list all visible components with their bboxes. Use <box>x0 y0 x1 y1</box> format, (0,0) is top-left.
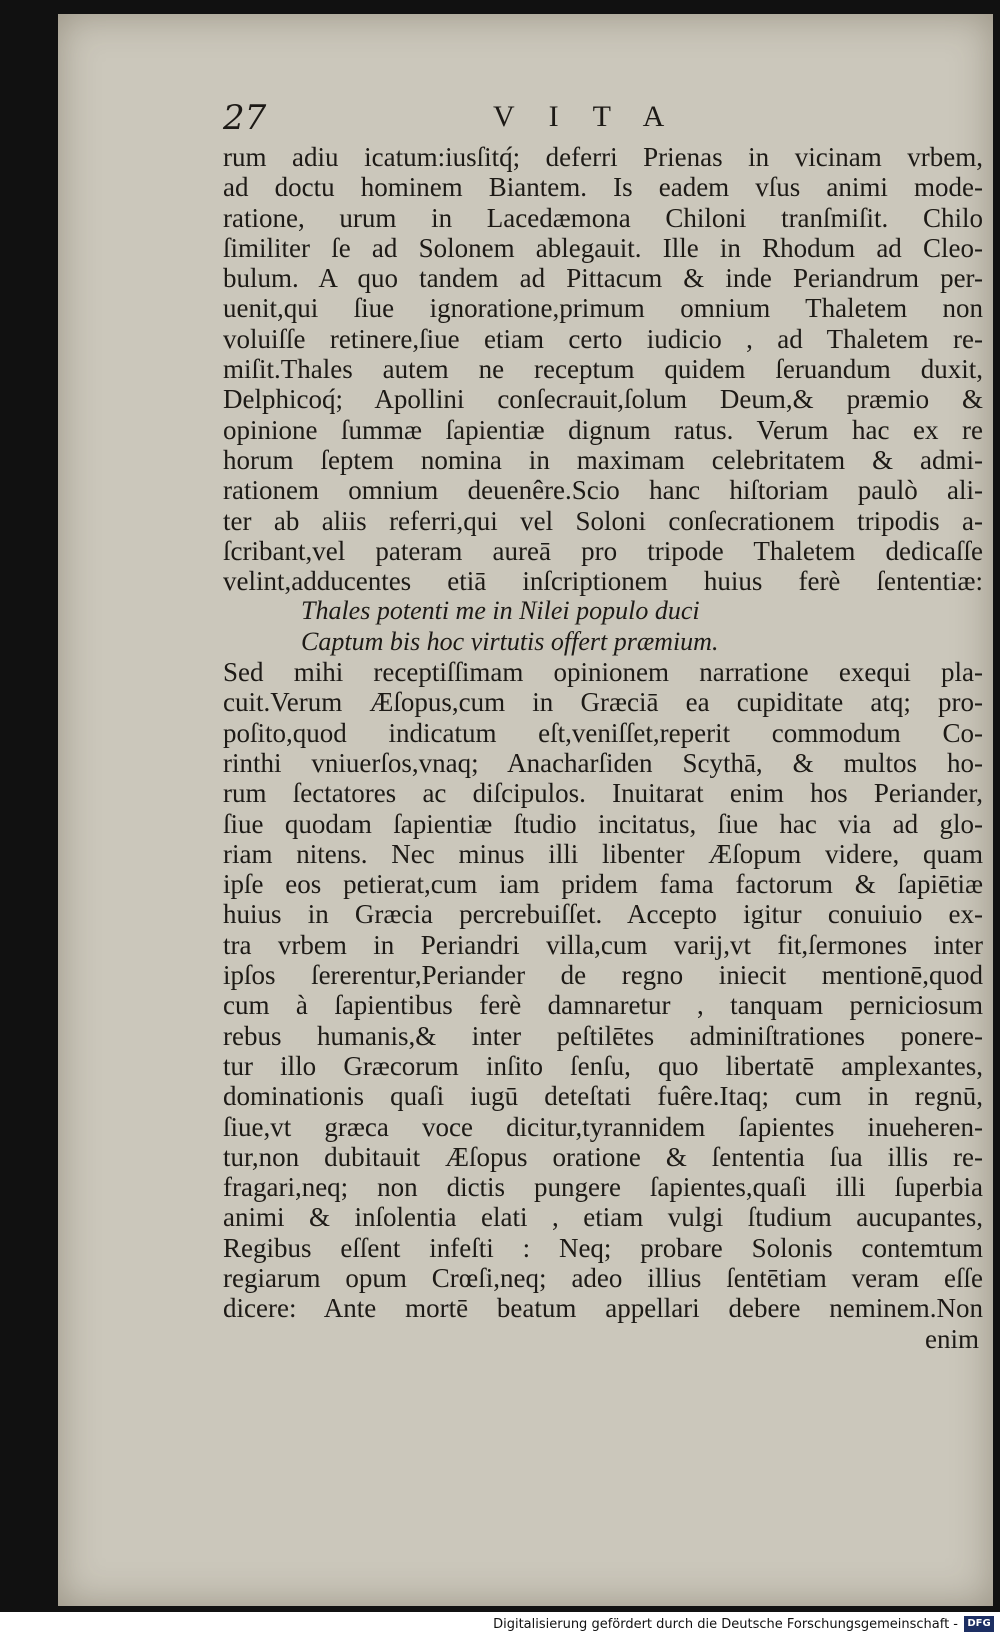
text-line: poſito,quod indicatum eſt,veniſſet,reperit commodum Co- <box>223 717 983 748</box>
text-line: miſit.Thales autem ne receptum quidem ſeruandum duxit, <box>223 354 983 385</box>
text-line: regiarum opum Crœſi,neq; adeo illius ſentētiam veram eſſe <box>223 1262 983 1293</box>
text-line: velint,adducentes etiā inſcriptionem huius ferè ſententiæ: <box>223 566 983 597</box>
text-line: fragari,neq; non dictis pungere ſapientes,quaſi illi ſuperbia <box>223 1172 983 1203</box>
text-line: huius in Græcia percrebuiſſet. Accepto igitur conuiuio ex- <box>223 899 983 930</box>
page-number: 27 <box>223 98 267 138</box>
text-line: rum ſectatores ac diſcipulos. Inuitarat enim hos Periander, <box>223 778 983 809</box>
footer-bar <box>0 1612 1000 1638</box>
verse-line: Thales potenti me in Nilei populo duci <box>301 596 700 626</box>
text-line: cum à ſapientibus ferè damnaretur , tanquam perniciosum <box>223 990 983 1021</box>
book-page <box>58 14 993 1606</box>
text-line: dominationis quaſi iugū deteſtati fuêre.Itaq; cum in regnū, <box>223 1081 983 1112</box>
text-line: ipſe eos petierat,cum iam pridem fama factorum & ſapiētiæ <box>223 869 983 900</box>
text-line: ſiue,vt græca voce dicitur,tyrannidem ſapientes inueheren- <box>223 1111 983 1142</box>
text-line: ipſos ſererentur,Periander de regno iniecit mentionē,quod <box>223 960 983 991</box>
text-line: ratione, urum in Lacedæmona Chiloni tranſmiſit. Chilo <box>223 202 983 233</box>
text-line: ad doctu hominem Biantem. Is eadem vſus animi mode- <box>223 172 983 203</box>
text-block-2 <box>223 657 983 1324</box>
text-line: rum adiu icatum:iusſitq́; deferri Prienas in vicinam vrbem, <box>223 142 983 172</box>
text-line: cuit.Verum Æſopus,cum in Græciā ea cupiditate atq; pro- <box>223 687 983 718</box>
text-line: animi & inſolentia elati , etiam vulgi ſtudium aucupantes, <box>223 1202 983 1233</box>
text-line: tra vrbem in Periandri villa,cum varij,vt fit,ſermones inter <box>223 929 983 960</box>
text-line: uenit,qui ſiue ignoratione,primum omnium Thaletem non <box>223 293 983 324</box>
text-line: rinthi vniuerſos,vnaq; Anacharſiden Scythā, & multos ho- <box>223 747 983 778</box>
text-line: ter ab aliis referri,qui vel Soloni conſecrationem tripodis a- <box>223 505 983 536</box>
text-line: ſcribant,vel pateram aureā pro tripode Thaletem dedicaſſe <box>223 535 983 566</box>
text-block-1 <box>223 142 983 596</box>
text-line: Regibus eſſent infeſti : Neq; probare Solonis contemtum <box>223 1232 983 1263</box>
text-line: Sed mihi receptiſſimam opinionem narratione exequi pla- <box>223 657 983 688</box>
page-content <box>223 98 983 1354</box>
text-line: horum ſeptem nomina in maximam celebritatem & admi- <box>223 444 983 475</box>
page-header <box>223 98 983 140</box>
running-head: VITA <box>493 100 699 133</box>
text-line: ſiue quodam ſapientiæ ſtudio incitatus, ſiue hac via ad glo- <box>223 808 983 839</box>
text-line: ſimiliter ſe ad Solonem ablegauit. Ille in Rhodum ad Cleo- <box>223 232 983 263</box>
verse-block <box>223 596 983 657</box>
text-line: tur,non dubitauit Æſopus oratione & ſententia ſua illis re- <box>223 1141 983 1172</box>
catchword: enim <box>925 1323 979 1354</box>
text-line: Delphicoq́; Apollini conſecrauit,ſolum Deum,& præmio & <box>223 384 983 415</box>
text-line: tur illo Græcorum inſito ſenſu, quo libertatē amplexantes, <box>223 1050 983 1081</box>
digitization-credit: Digitalisierung gefördert durch die Deutsche Forschungsgemeinschaft - <box>493 1617 958 1632</box>
dfg-logo: DFG <box>964 1616 994 1632</box>
text-line: dicere: Ante mortē beatum appellari debere neminem.Non <box>223 1293 983 1324</box>
verse-line: Captum bis hoc virtutis offert præmium. <box>301 626 719 656</box>
text-line: voluiſſe retinere,ſiue etiam certo iudicio , ad Thaletem re- <box>223 323 983 354</box>
text-line: opinione ſummæ ſapientiæ dignum ratus. Verum hac ex re <box>223 414 983 445</box>
text-line: rationem omnium deuenêre.Scio hanc hiſtoriam paulò ali- <box>223 475 983 506</box>
text-line: bulum. A quo tandem ad Pittacum & inde Periandrum per- <box>223 263 983 294</box>
text-line: rebus humanis,& inter peſtilētes adminiſtrationes ponere- <box>223 1020 983 1051</box>
text-line: riam nitens. Nec minus illi libenter Æſopum videre, quam <box>223 838 983 869</box>
